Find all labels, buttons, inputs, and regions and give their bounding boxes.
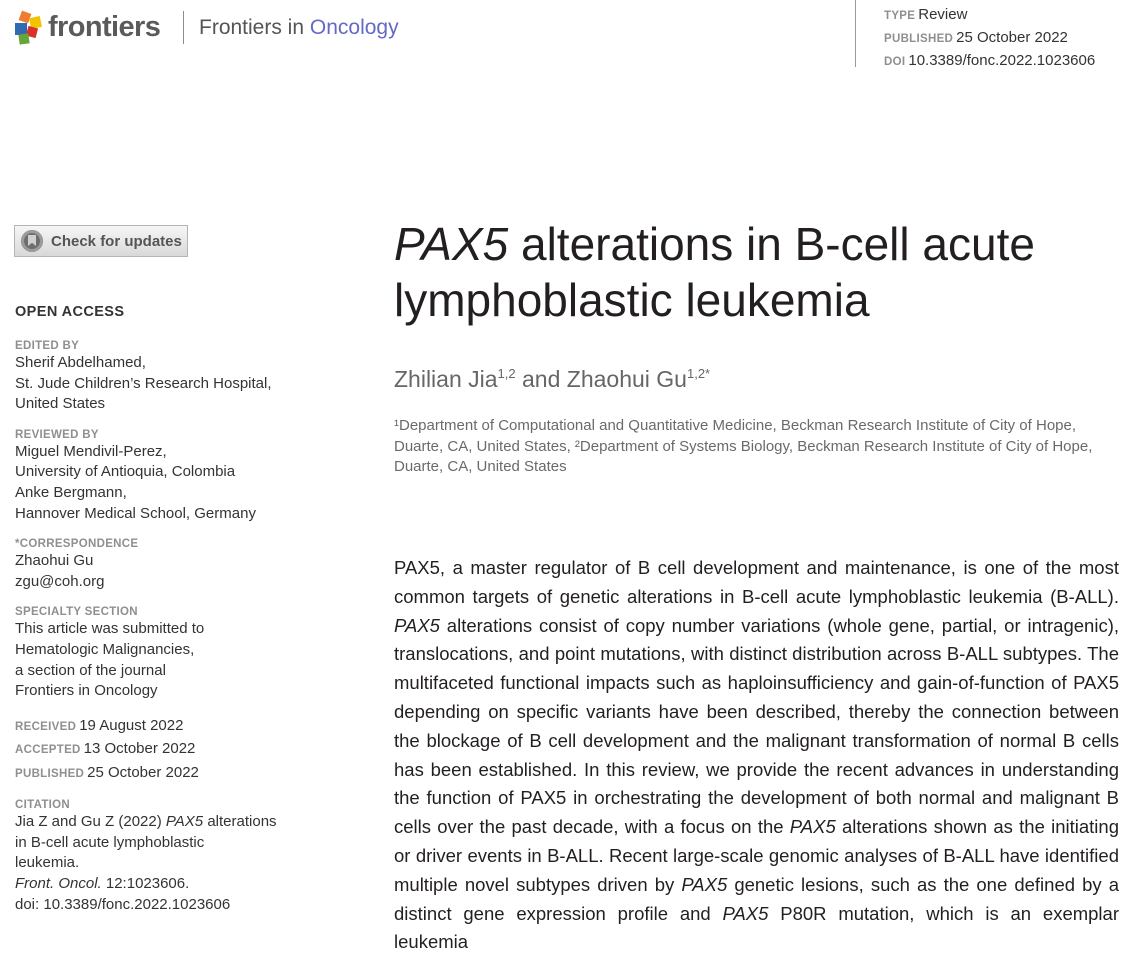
header-divider bbox=[183, 11, 184, 44]
bookmark-icon bbox=[21, 230, 43, 252]
abstract: PAX5, a master regulator of B cell development and maintenance, is one of the most common targets of genetic alterations in B-cell acute lymphoblastic leukemia (B-ALL). PAX5 alterations consist of copy number variations (whole gene, partial, or intragenic), translocations, and point mutations, with distinct distribution across B-ALL subtypes. The multifaceted functional impacts such as haploinsufficiency and gain-of-function of PAX5 depending on specific variants have been described, thereby the connection between the blockage of B cell development and the malignant transformation of normal B cells has been established. In this review, we provide the recent advances in understanding the function of PAX5 in orchestrating the development of both normal and malignant B cells over the past decade, with a focus on the PAX5 alterations shown as the initiating or driver events in B-ALL. Recent large-scale genomic analyses of B-ALL have identified multiple novel subtypes driven by PAX5 genetic lesions, such as the one defined by a distinct gene expression profile and PAX5 P80R mutation, which is an exemplar leukemia bbox=[394, 557, 1119, 953]
check-for-updates-label: Check for updates bbox=[51, 232, 182, 250]
published-date: PUBLISHED 25 October 2022 bbox=[15, 763, 199, 781]
specialty-line: Frontiers in Oncology bbox=[15, 682, 158, 700]
reviewer-line: Miguel Mendivil-Perez, bbox=[15, 442, 167, 460]
reviewed-by-section bbox=[15, 428, 315, 524]
specialty-line: a section of the journal bbox=[15, 661, 166, 679]
section-title: EDITED BY bbox=[15, 340, 80, 352]
reviewer-line: Hannover Medical School, Germany bbox=[15, 504, 256, 522]
journal-prefix: Frontiers in bbox=[199, 16, 305, 39]
affiliations: ¹Department of Computational and Quantitative Medicine, Beckman Research Institute of City of Hope, Duarte, CA, United States, ²Department of Systems Biology, Beckman Research Institute of City of Hope, Duarte, CA, United States bbox=[394, 417, 1093, 475]
editor-line: United States bbox=[15, 395, 106, 413]
accepted-date: ACCEPTED 13 October 2022 bbox=[15, 740, 196, 758]
editor-line: Sherif Abdelhamed, bbox=[15, 354, 146, 371]
citation-line: in B-cell acute lymphoblastic bbox=[15, 833, 205, 851]
specialty-section bbox=[15, 605, 315, 701]
section-title: CITATION bbox=[15, 799, 70, 812]
frontiers-logo[interactable] bbox=[15, 11, 160, 44]
check-for-updates-button[interactable] bbox=[14, 225, 188, 257]
author-affiliation-mark: 1,2 bbox=[497, 366, 516, 381]
article-meta bbox=[855, 0, 1095, 67]
section-title: SPECIALTY SECTION bbox=[15, 606, 138, 619]
journal-accent: Oncology bbox=[309, 16, 399, 39]
citation-line: Jia Z and Gu Z (2022) PAX5 alterations bbox=[15, 813, 277, 831]
specialty-line: Hematologic Malignancies, bbox=[15, 640, 195, 658]
correspondent-name: Zhaohui Gu bbox=[15, 552, 94, 570]
citation-line: Front. Oncol. 12:1023606. bbox=[15, 875, 190, 892]
correspondent-email-link[interactable]: zgu@coh.org bbox=[15, 572, 105, 590]
author-name[interactable]: Zhilian Jia bbox=[394, 366, 498, 392]
meta-published: PUBLISHED 25 October 2022 bbox=[884, 29, 1068, 46]
logo-wordmark: frontiers bbox=[48, 11, 161, 43]
citation-doi-link[interactable]: doi: 10.3389/fonc.2022.1023606 bbox=[15, 895, 231, 913]
meta-type: TYPE Review bbox=[884, 6, 968, 23]
citation-line: leukemia. bbox=[15, 854, 80, 872]
doi-link[interactable]: 10.3389/fonc.2022.1023606 bbox=[908, 52, 1096, 69]
editor-line: St. Jude Children’s Research Hospital, bbox=[15, 374, 272, 392]
specialty-line: This article was submitted to bbox=[15, 620, 205, 638]
citation-section bbox=[15, 798, 315, 915]
section-title: *CORRESPONDENCE bbox=[15, 538, 139, 551]
correspondence-section bbox=[15, 537, 315, 592]
sidebar bbox=[15, 304, 315, 928]
reviewer-line: University of Antioquia, Colombia bbox=[15, 463, 236, 481]
section-title: REVIEWED BY bbox=[15, 428, 99, 441]
open-access-label: OPEN ACCESS bbox=[15, 304, 125, 320]
reviewer-line: Anke Bergmann, bbox=[15, 483, 127, 501]
frontiers-logo-icon bbox=[15, 12, 43, 44]
article-title: PAX5 alterations in B-cell acute lymphoblastic leukemia bbox=[394, 218, 1035, 326]
meta-doi[interactable]: DOI 10.3389/fonc.2022.1023606 bbox=[884, 52, 1096, 69]
author-name[interactable]: Zhaohui Gu bbox=[566, 366, 687, 392]
journal-name[interactable] bbox=[199, 16, 399, 40]
author-affiliation-mark: 1,2* bbox=[686, 366, 711, 381]
edited-by-section bbox=[15, 339, 315, 415]
author-list: Zhilian Jia$^{1,2}$ and Zhaohui $Gu^{1,2*}$ bbox=[394, 366, 711, 392]
received-date: RECEIVED 19 August 2022 bbox=[15, 716, 184, 734]
dates-section bbox=[15, 715, 315, 786]
